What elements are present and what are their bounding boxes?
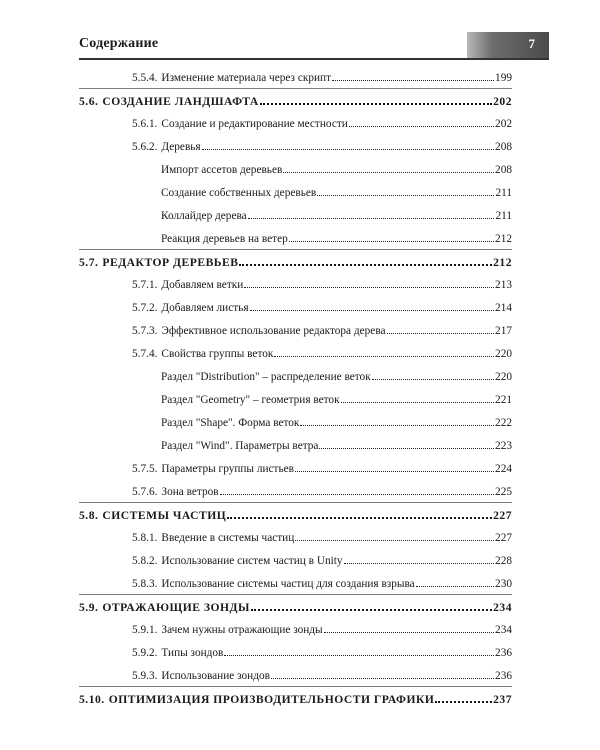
dot-leader [227, 508, 492, 519]
entry-page-number: 237 [493, 693, 512, 706]
dot-leader [416, 577, 494, 587]
dot-leader [239, 255, 492, 266]
toc-entry [132, 347, 512, 361]
entry-title: Свойства группы веток [161, 348, 274, 360]
entry-page-number: 211 [495, 210, 512, 222]
entry-page-number: 227 [495, 532, 512, 544]
entry-title: Раздел "Wind". Параметры ветра [161, 440, 319, 452]
entry-page-number: 211 [495, 187, 512, 199]
entry-number: 5.8.1. [132, 532, 158, 544]
entry-number: 5.5.4. [132, 72, 158, 84]
page-header [79, 32, 549, 58]
dot-leader [332, 71, 494, 81]
toc-section-entry [79, 600, 512, 615]
entry-title: Создание собственных деревьев [161, 187, 317, 199]
entry-page-number: 228 [495, 555, 512, 567]
entry-page-number: 223 [495, 440, 512, 452]
entry-number: 5.9.3. [132, 670, 158, 682]
dot-leader [295, 531, 494, 541]
toc-entry [161, 416, 512, 430]
entry-title: Использование системы частиц для создания взрыва [161, 578, 415, 590]
entry-number: 5.6. [79, 95, 99, 108]
dot-leader [319, 439, 494, 449]
entry-number: 5.7.3. [132, 325, 158, 337]
dot-leader [251, 600, 492, 611]
toc-section-entry [79, 508, 512, 523]
entry-title: Типы зондов [161, 647, 224, 659]
entry-page-number: 222 [495, 417, 512, 429]
entry-page-number: 213 [495, 279, 512, 291]
page-number: 7 [528, 36, 535, 51]
dot-leader [295, 462, 494, 472]
toc-entry [132, 117, 512, 131]
entry-title: ОТРАЖАЮЩИЕ ЗОНДЫ [102, 601, 250, 614]
entry-page-number: 227 [493, 509, 512, 522]
entry-title: Использование систем частиц в Unity [161, 555, 343, 567]
dot-leader [300, 416, 494, 426]
entry-page-number: 202 [493, 95, 512, 108]
entry-number: 5.9.2. [132, 647, 158, 659]
toc-entry [132, 301, 512, 315]
toc-entry [132, 646, 512, 660]
entry-page-number: 199 [495, 72, 512, 84]
entry-title: Изменение материала через скрипт [161, 72, 332, 84]
entry-number: 5.6.2. [132, 141, 158, 153]
entry-page-number: 212 [495, 233, 512, 245]
entry-page-number: 236 [495, 647, 512, 659]
entry-title: Раздел "Shape". Форма веток [161, 417, 300, 429]
header-rule [79, 58, 549, 60]
entry-page-number: 208 [495, 141, 512, 153]
toc-entry [132, 669, 512, 683]
toc-entry [132, 462, 512, 476]
toc-entry [161, 163, 512, 177]
page-number-box [467, 32, 549, 58]
dot-leader [435, 692, 492, 703]
entry-title: Добавляем листья [161, 302, 249, 314]
entry-title: Параметры группы листьев [161, 463, 294, 475]
toc-entry [132, 324, 512, 338]
dot-leader [220, 485, 494, 495]
section-divider [79, 249, 512, 250]
entry-page-number: 220 [495, 371, 512, 383]
dot-leader [317, 186, 494, 196]
toc-section-entry [79, 255, 512, 270]
entry-number: 5.6.1. [132, 118, 158, 130]
dot-leader [260, 94, 492, 105]
entry-title: СОЗДАНИЕ ЛАНДШАФТА [102, 95, 259, 108]
toc-section-entry [79, 94, 512, 109]
entry-title: Импорт ассетов деревьев [161, 164, 283, 176]
toc-entry [132, 554, 512, 568]
toc-entry [132, 623, 512, 637]
entry-number: 5.7.6. [132, 486, 158, 498]
dot-leader [244, 278, 494, 288]
dot-leader [283, 163, 494, 173]
entry-page-number: 217 [495, 325, 512, 337]
dot-leader [248, 209, 495, 219]
toc-entry [132, 577, 512, 591]
entry-title: Деревья [161, 141, 201, 153]
entry-title: Использование зондов [161, 670, 270, 682]
running-title: Содержание [79, 36, 159, 51]
entry-page-number: 236 [495, 670, 512, 682]
entry-title: Эффективное использование редактора дерева [161, 325, 386, 337]
entry-page-number: 214 [495, 302, 512, 314]
entry-number: 5.7.2. [132, 302, 158, 314]
dot-leader [289, 232, 494, 242]
entry-page-number: 224 [495, 463, 512, 475]
dot-leader [274, 347, 494, 357]
entry-number: 5.7. [79, 256, 99, 269]
toc-entry [132, 531, 512, 545]
section-divider [79, 594, 512, 595]
entry-page-number: 221 [495, 394, 512, 406]
toc-entry [132, 140, 512, 154]
entry-title: Зачем нужны отражающие зонды [161, 624, 323, 636]
entry-number: 5.8.2. [132, 555, 158, 567]
entry-page-number: 234 [495, 624, 512, 636]
entry-title: Раздел "Distribution" – распределение веток [161, 371, 371, 383]
entry-number: 5.9.1. [132, 624, 158, 636]
entry-title: СИСТЕМЫ ЧАСТИЦ [102, 509, 227, 522]
entry-title: Коллайдер дерева [161, 210, 247, 222]
entry-page-number: 230 [495, 578, 512, 590]
entry-page-number: 225 [495, 486, 512, 498]
entry-number: 5.8. [79, 509, 99, 522]
entry-title: Реакция деревьев на ветер [161, 233, 288, 245]
toc-entry [161, 439, 512, 453]
toc-entry [161, 232, 512, 246]
toc-entry [132, 485, 512, 499]
section-divider [79, 686, 512, 687]
dot-leader [250, 301, 495, 311]
entry-page-number: 234 [493, 601, 512, 614]
toc-entry [161, 186, 512, 200]
section-divider [79, 502, 512, 503]
entry-number: 5.7.4. [132, 348, 158, 360]
toc-entry [161, 393, 512, 407]
dot-leader [341, 393, 494, 403]
entry-title: Введение в системы частиц [161, 532, 295, 544]
dot-leader [344, 554, 494, 564]
toc-entry [132, 71, 512, 85]
dot-leader [387, 324, 495, 334]
dot-leader [349, 117, 494, 127]
dot-leader [271, 669, 494, 679]
dot-leader [224, 646, 494, 656]
dot-leader [324, 623, 494, 633]
dot-leader [372, 370, 494, 380]
entry-page-number: 212 [493, 256, 512, 269]
toc-entry [161, 209, 512, 223]
entry-title: Зона ветров [161, 486, 219, 498]
entry-title: Добавляем ветки [161, 279, 244, 291]
entry-title: Раздел "Geometry" – геометрия веток [161, 394, 340, 406]
entry-title: Создание и редактирование местности [161, 118, 348, 130]
entry-page-number: 208 [495, 164, 512, 176]
entry-page-number: 202 [495, 118, 512, 130]
entry-number: 5.7.5. [132, 463, 158, 475]
entry-page-number: 220 [495, 348, 512, 360]
entry-title: ОПТИМИЗАЦИЯ ПРОИЗВОДИТЕЛЬНОСТИ ГРАФИКИ [108, 693, 435, 706]
entry-number: 5.7.1. [132, 279, 158, 291]
entry-number: 5.10. [79, 693, 105, 706]
entry-number: 5.9. [79, 601, 99, 614]
toc-entry [132, 278, 512, 292]
entry-number: 5.8.3. [132, 578, 158, 590]
toc-section-entry [79, 692, 512, 707]
entry-title: РЕДАКТОР ДЕРЕВЬЕВ [102, 256, 239, 269]
section-divider [79, 88, 512, 89]
toc-entry [161, 370, 512, 384]
dot-leader [202, 140, 494, 150]
